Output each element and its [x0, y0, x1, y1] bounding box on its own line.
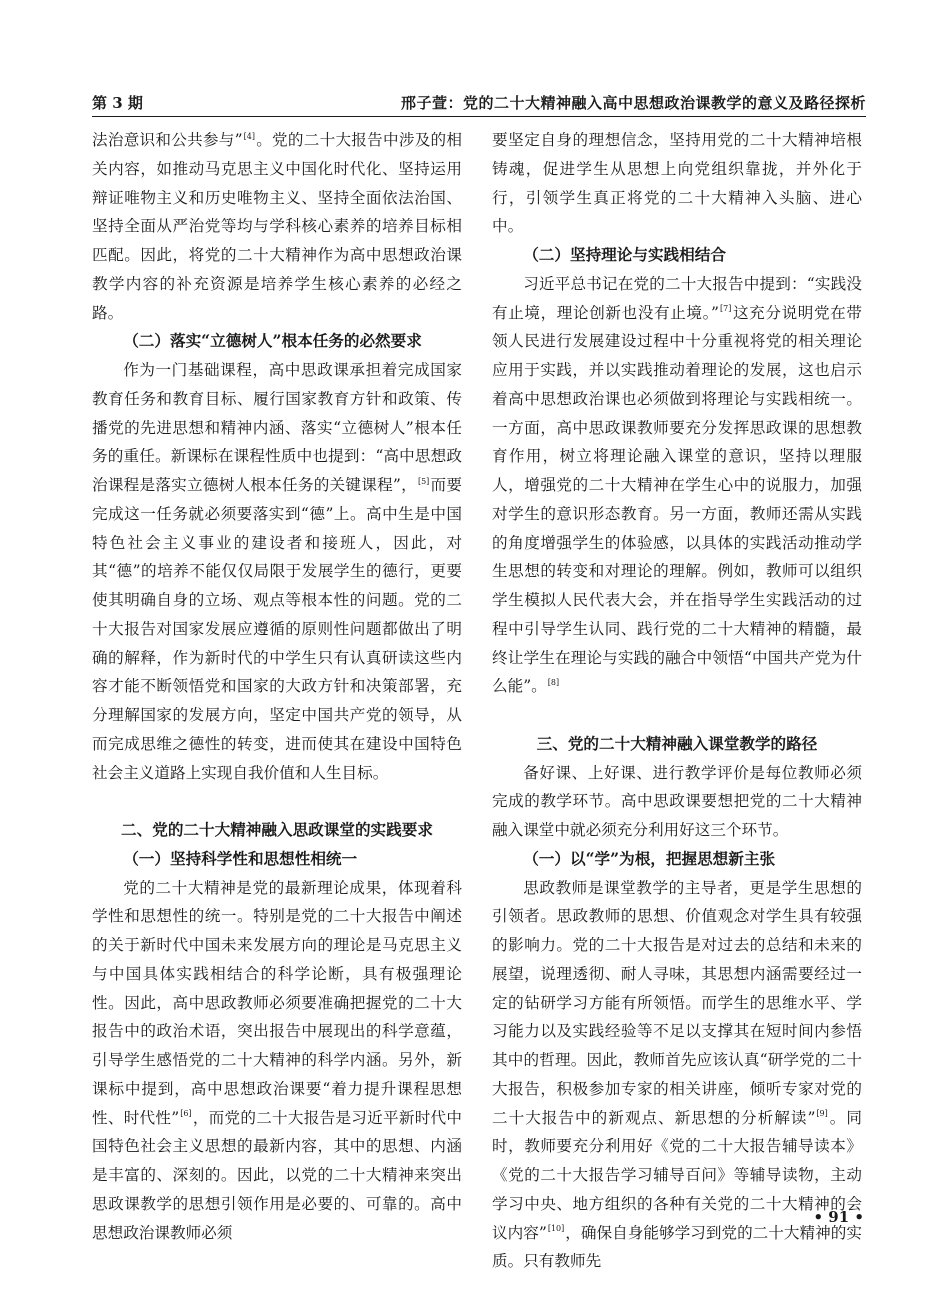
citation: [6]	[180, 1109, 192, 1119]
section-heading: 二、党的二十大精神融入思政课堂的实践要求	[121, 820, 433, 839]
paragraph: 习近平总书记在党的二十大报告中提到：“实践没有止境，理论创新也没有止境。”[7]这充分说明党在带领人民进行发展建设过程中十分重视将党的相关理论应用于实践，并以实践推动着理论的发展，这也启示着高中思想政治课也必须做到将理论与实践相统一。一方面，高中思政课教师要充分发挥思政课的思想教育作用，树立将理论融入课堂的意识，坚持以理服人，增强党的二十大精神在学生心中的说服力，加强对学生的意识形态教育。另一方面，教师还需从实践的角度增强学生的体验感，以具体的实践活动推动学生思想的转变和对理论的理解。例如，教师可以组织学生模拟人民代表大会，并在指导学生实践活动的过程中引导学生认同、践行党的二十大精神的精髓，最终让学生在理论与实践的融合中领悟“中国共产党为什么能”。[8]	[492, 274, 862, 696]
paragraph: 备好课、上好课、进行教学评价是每位教师必须完成的教学环节。高中思政课要想把党的二十大精神融入课堂中就必须充分利用好这三个环节。	[492, 763, 862, 839]
citation: [9]	[816, 1109, 828, 1119]
header-rule	[92, 116, 866, 117]
citation: [7]	[720, 304, 732, 314]
subsection-heading: （二）落实“立德树人”根本任务的必然要求	[123, 331, 422, 351]
citation: [10]	[547, 1224, 565, 1234]
left-column	[92, 126, 462, 1247]
citation: [5]	[417, 476, 430, 486]
paragraph: 思政教师是课堂教学的主导者，更是学生思想的引领者。思政教师的思想、价值观念对学生具有较强的影响力。党的二十大报告是对过去的总结和未来的展望，说理透彻、耐人寻味，其思想内涵需要经过一定的钻研学习方能有所领悟。而学生的思维水平、学习能力以及实践经验等不足以支撑其在短时间内参悟其中的哲理。因此，教师首先应该认真“研学党的二十大报告，积极参加专家的相关讲座，倾听专家对党的二十大报告中的新观点、新思想的分析解读”[9]。同时，教师要充分利用好《党的二十大报告辅导读本》《党的二十大报告学习辅导百问》等辅导读物，主动学习中央、地方组织的各种有关党的二十大精神的会议内容”[10]，确保自身能够学习到党的二十大精神的实质。只有教师先	[492, 878, 862, 1271]
paragraph: 党的二十大精神是党的最新理论成果，体现着科学性和思想性的统一。特别是党的二十大报告中阐述的关于新时代中国未来发展方向的理论是马克思主义与中国具体实践相结合的科学论断，具有极强理论性。因此，高中思政教师必须要准确把握党的二十大报告中的政治术语，突出报告中展现出的科学意蕴，引导学生感悟党的二十大精神的科学内涵。另外，新课标中提到，高中思想政治课要“着力提升课程思想性、时代性”[6]，而党的二十大报告是习近平新时代中国特色社会主义思想的最新内容，其中的思想、内涵是丰富的、深刻的。因此，以党的二十大精神来突出思政课教学的思想引领作用是必要的、可靠的。高中思想政治课教师必须	[92, 878, 462, 1242]
right-column	[492, 126, 862, 1276]
subsection-heading: （一）坚持科学性和思想性相统一	[123, 848, 358, 868]
citation: [8]	[547, 678, 560, 688]
subsection-heading: （一）以“学”为根，把握思想新主张	[523, 848, 776, 868]
citation: [4]	[243, 131, 255, 141]
running-title: 邢子萱：党的二十大精神融入高中思想政治课教学的意义及路径探析	[400, 94, 866, 112]
paragraph: 要坚定自身的理想信念，坚持用党的二十大精神培根铸魂，促进学生从思想上向党组织靠拢，并外化于行，引领学生真正将党的二十大精神入头脑、进心中。	[492, 131, 862, 236]
subsection-heading: （二）坚持理论与实践相结合	[523, 245, 726, 264]
running-header	[92, 92, 866, 114]
issue-label: 第 3 期	[92, 94, 143, 112]
page-number: • 91 •	[813, 1208, 864, 1226]
paragraph: 法治意识和公共参与”[4]。党的二十大报告中涉及的相关内容，如推动马克思主义中国化时代化、坚持运用辩证唯物主义和历史唯物主义、坚持全面依法治国、坚持全面从严治党等均与学科核心素养的培养目标相匹配。因此，将党的二十大精神作为高中思想政治课教学内容的补充资源是培养学生核心素养的必经之路。	[92, 131, 462, 322]
paragraph: 作为一门基础课程，高中思政课承担着完成国家教育任务和教育目标、履行国家教育方针和政策、传播党的先进思想和精神内涵、落实“立德树人”根本任务的重任。新课标在课程性质中也提到：“高中思想政治课程是落实立德树人根本任务的关键课程”，[5]而要完成这一任务就必须要落实到“德”上。高中生是中国特色社会主义事业的建设者和接班人，因此，对其“德”的培养不能仅仅局限于发展学生的德行，更要使其明确自身的立场、观点等根本性的问题。党的二十大报告对国家发展应遵循的原则性问题都做出了明确的解释，作为新时代的中学生只有认真研读这些内容才能不断领悟党和国家的大政方针和决策部署，充分理解国家的发展方向，坚定中国共产党的领导，从而完成思维之德性的转变，进而使其在建设中国特色社会主义道路上实现自我价值和人生目标。	[92, 361, 462, 782]
section-heading: 三、党的二十大精神融入课堂教学的路径	[536, 733, 818, 753]
